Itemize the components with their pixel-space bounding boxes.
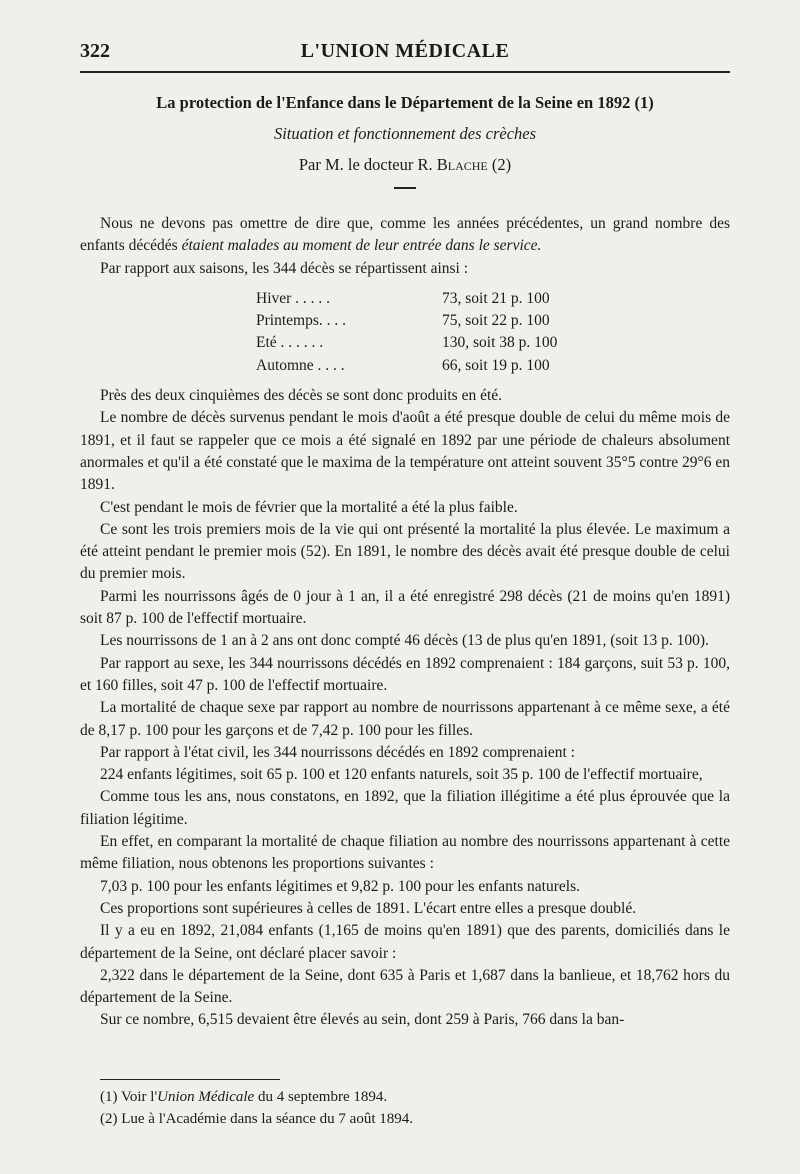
paragraph: Le nombre de décès survenus pendant le mois d'août a été presque double de celui du même mois de 1891, et il faut se rappeler que ce mois a été signalé en 1892 par une période de chaleurs absolument anormales et qu'il a été constaté que le maxima de la température ont atteint souvent 35°5 contre 29°6 en 1891. — [80, 409, 730, 494]
season-name: Automne . . . . — [256, 356, 345, 374]
paragraph: La mortalité de chaque sexe par rapport au nombre de nourrissons appartenant à ce même sexe, a été de 8,17 p. 100 pour les garçons et de 7,42 p. 100 pour les filles. — [80, 699, 730, 739]
paragraph: Par rapport au sexe, les 344 nourrissons décédés en 1892 comprenaient : 184 garçons, suit 53 p. 100, et 160 filles, soit 47 p. 100 de l'effectif mortuaire. — [80, 654, 730, 694]
paragraph — [80, 213, 730, 258]
season-value: 75, soit 22 p. 100 — [442, 312, 550, 330]
journal-title: L'UNION MÉDICALE — [300, 40, 510, 62]
paragraph: Sur ce nombre, 6,515 devaient être élevés au sein, dont 259 à Paris, 766 dans la ban- — [100, 1011, 625, 1029]
season-name: Printemps. . . . — [256, 312, 346, 330]
paragraph: En effet, en comparant la mortalité de chaque filiation au nombre des nourrissons appartenant à cette même filiation, nous obtenons les proportions suivantes : — [80, 833, 730, 873]
paragraph-emphasis: étaient malades au moment de leur entrée dans le service. — [181, 237, 542, 255]
author-name: Blache — [436, 155, 488, 174]
byline — [80, 155, 730, 175]
paragraph: Près des deux cinquièmes des décès se sont donc produits en été. — [100, 387, 503, 405]
paragraph: Ce sont les trois premiers mois de la vie qui ont présenté la mortalité la plus élevée. Le maximum a été atteint pendant le premier mois (52). En 1891, le nombre des décès avait été presque double de celui du premier mois. — [80, 520, 730, 583]
paragraph: Par rapport à l'état civil, les 344 nourrissons décédés en 1892 comprenaient : — [100, 743, 575, 761]
header-rule — [80, 71, 730, 73]
table-row — [256, 355, 557, 377]
paragraph: Comme tous les ans, nous constatons, en 1892, que la filiation illégitime a été plus éprouvée que la filiation légitime. — [80, 788, 730, 828]
season-value: 66, soit 19 p. 100 — [442, 356, 550, 374]
footnote-1 — [100, 1086, 730, 1108]
paragraph: 7,03 p. 100 pour les enfants légitimes et 9,82 p. 100 pour les enfants naturels. — [100, 877, 580, 895]
article-subtitle: Situation et fonctionnement des crèches — [273, 124, 537, 143]
table-row — [256, 332, 557, 354]
footnote-text: (1) Voir l' — [100, 1089, 158, 1105]
footnote-emphasis: Union Médicale — [157, 1089, 255, 1105]
footnote-rule — [100, 1079, 280, 1080]
season-value: 73, soit 21 p. 100 — [442, 289, 550, 307]
running-head — [80, 40, 730, 70]
paragraph: 224 enfants légitimes, soit 65 p. 100 et 120 enfants naturels, soit 35 p. 100 de l'effectif mortuaire, — [100, 766, 703, 784]
season-name: Eté . . . . . . — [256, 334, 324, 352]
seasons-table — [256, 288, 557, 377]
season-value: 130, soit 38 p. 100 — [442, 334, 558, 352]
table-row — [256, 310, 557, 332]
title-separator — [394, 187, 416, 189]
article-body — [80, 213, 730, 1032]
page-number: 322 — [80, 40, 110, 62]
season-name: Hiver . . . . . — [256, 289, 331, 307]
paragraph: C'est pendant le mois de février que la mortalité a été la plus faible. — [100, 498, 518, 516]
paragraph: Parmi les nourrissons âgés de 0 jour à 1 an, il a été enregistré 298 décès (21 de moins qu'en 1891) soit 87 p. 100 de l'effectif mortuaire. — [80, 587, 730, 628]
paragraph: Les nourrissons de 1 an à 2 ans ont donc compté 46 décès (13 de plus qu'en 1891, (soit 13 p. 100). — [100, 632, 709, 650]
paragraph-text: Nous ne devons pas omettre de dire que, comme les années précédentes, un grand nombre des enfants décédés — [80, 215, 730, 255]
byline-suffix: (2) — [487, 155, 512, 174]
paragraph: Ces proportions sont supérieures à celles de 1891. L'écart entre elles a presque doublé. — [100, 899, 637, 917]
paragraph: 2,322 dans le département de la Seine, dont 635 à Paris et 1,687 dans la banlieue, et 18,762 hors du département de la Seine. — [80, 966, 730, 1007]
paragraph: Par rapport aux saisons, les 344 décès se répartissent ainsi : — [100, 259, 469, 277]
article-title: La protection de l'Enfance dans le Département de la Seine en 1892 (1) — [156, 93, 654, 112]
paragraph: Il y a eu en 1892, 21,084 enfants (1,165 de moins qu'en 1891) que des parents, domiciliés dans le département de la Seine, ont déclaré placer savoir : — [80, 922, 730, 962]
byline-prefix: Par M. le docteur R. — [298, 155, 437, 174]
footnote-text: du 4 septembre 1894. — [254, 1089, 388, 1105]
table-row — [256, 288, 557, 310]
footnote-2: (2) Lue à l'Académie dans la séance du 7 août 1894. — [100, 1111, 414, 1127]
footnotes — [100, 1086, 730, 1130]
